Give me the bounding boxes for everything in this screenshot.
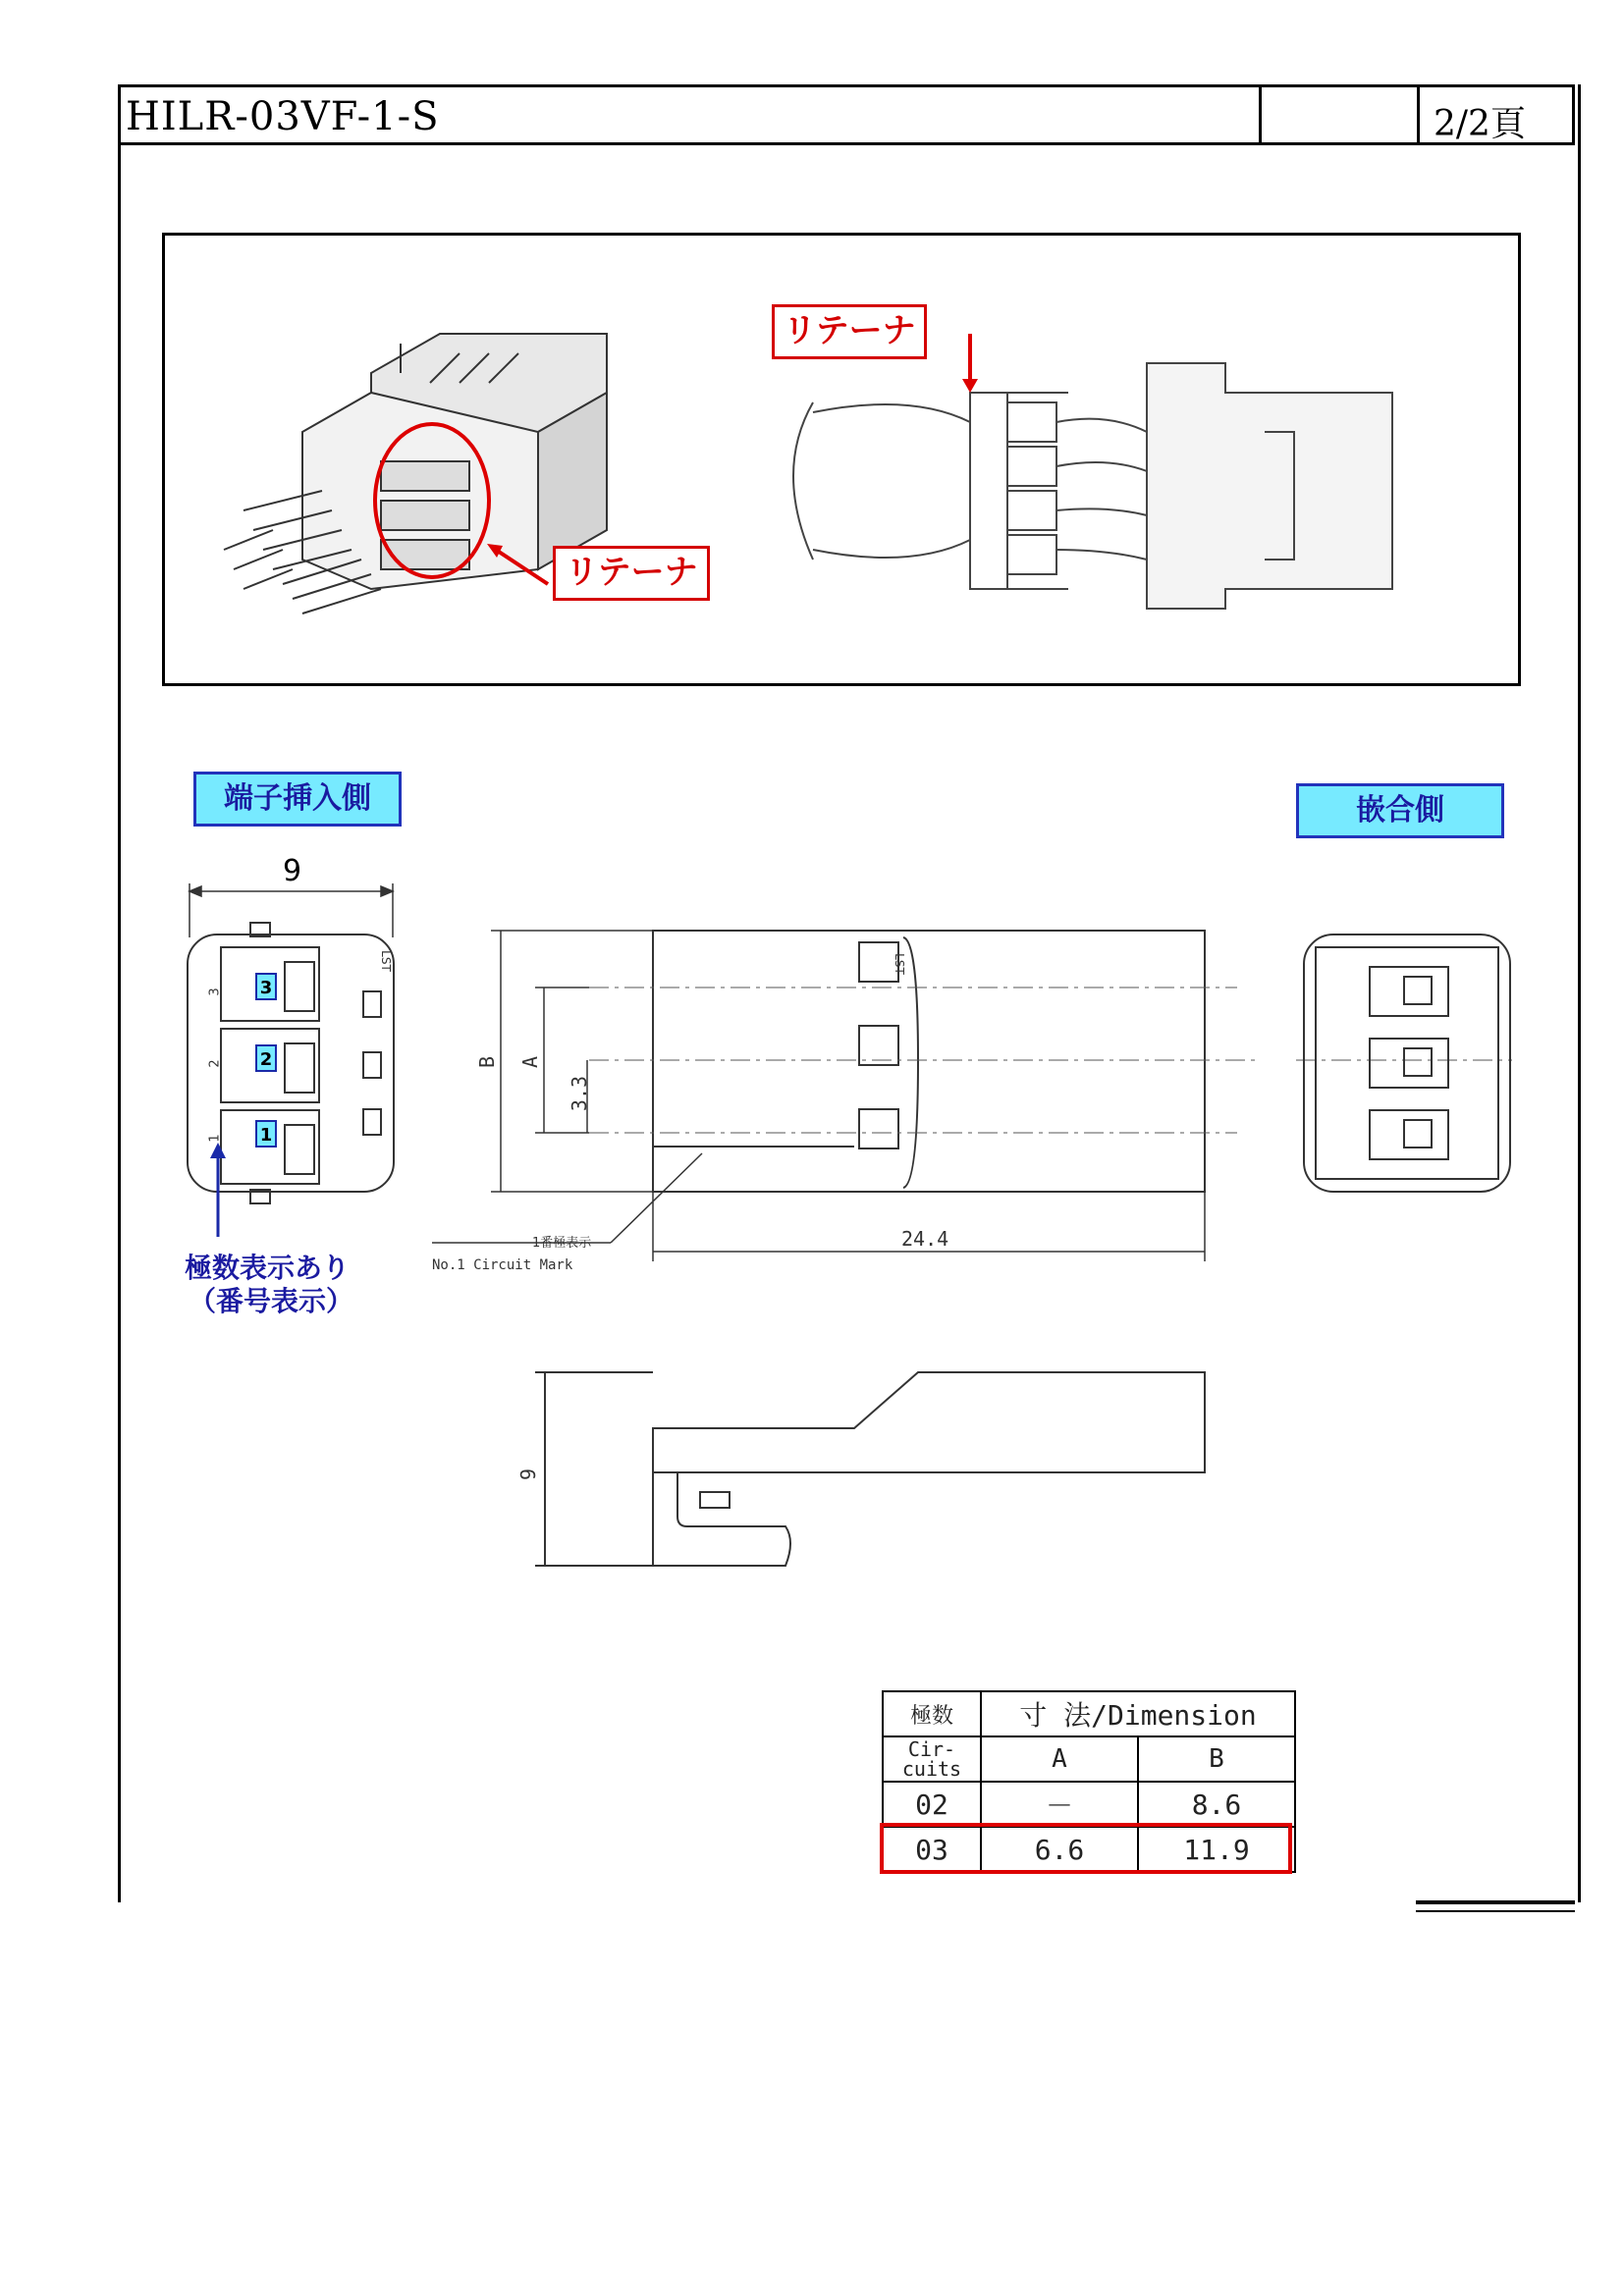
header-circuits-jp: 極数 bbox=[883, 1691, 981, 1736]
circuits-cell: 02 bbox=[883, 1782, 981, 1827]
pitch-dimension: 3.3 bbox=[568, 1075, 592, 1112]
circuit-number-mark: 3 bbox=[255, 973, 277, 1000]
page-number: 2/2頁 bbox=[1434, 104, 1526, 144]
dim-b-cell: 8.6 bbox=[1138, 1782, 1295, 1827]
dim-a-cell: － bbox=[981, 1782, 1138, 1827]
circuit-mark-en: No.1 Circuit Mark bbox=[432, 1257, 573, 1273]
lst-text: LST bbox=[378, 950, 393, 972]
height-dimension: 9 bbox=[516, 1468, 541, 1481]
dim-a-cell: 6.6 bbox=[981, 1827, 1138, 1872]
circuit-number-mark: 2 bbox=[255, 1044, 277, 1072]
circuit-number-mark: 1 bbox=[255, 1120, 277, 1148]
table-row bbox=[883, 1782, 1295, 1827]
header-col-b: B bbox=[1138, 1736, 1295, 1782]
vertical-dimensions bbox=[432, 931, 1205, 1261]
width-dimension bbox=[189, 883, 393, 937]
circuit-mark-note: （番号表示） bbox=[189, 1285, 354, 1317]
circuit-mark-jp: 1番極表示 bbox=[532, 1236, 592, 1251]
side-number: 1 bbox=[207, 1134, 223, 1143]
length-dimension: 24.4 bbox=[901, 1227, 949, 1251]
side-view bbox=[535, 1372, 1205, 1566]
lst-text: LST bbox=[892, 953, 906, 975]
mating-side-view bbox=[1304, 934, 1510, 1192]
retainer-label: リテーナ bbox=[772, 304, 927, 359]
insertion-side-label: 端子挿入側 bbox=[193, 772, 402, 827]
mating-side-label: 嵌合側 bbox=[1296, 783, 1504, 838]
part-number-title: HILR-03VF-1-S bbox=[126, 94, 440, 139]
circuit-mark-note: 極数表示あり bbox=[185, 1252, 351, 1284]
top-view bbox=[653, 931, 1205, 1192]
retainer-label: リテーナ bbox=[553, 546, 710, 601]
dim-b-cell: 11.9 bbox=[1138, 1827, 1295, 1872]
circuits-cell: 03 bbox=[883, 1827, 981, 1872]
header-dimension: 寸 法/Dimension bbox=[981, 1691, 1295, 1736]
dimension-b-label: B bbox=[475, 1055, 500, 1069]
side-number: 2 bbox=[207, 1059, 223, 1068]
header-col-a: A bbox=[981, 1736, 1138, 1782]
width-dimension-value: 9 bbox=[283, 854, 302, 888]
side-number: 3 bbox=[207, 988, 223, 996]
dimension-a-label: A bbox=[518, 1055, 543, 1069]
selected-row-highlight bbox=[880, 1823, 1292, 1874]
header-circuits-en: Cir-cuits bbox=[883, 1736, 981, 1782]
